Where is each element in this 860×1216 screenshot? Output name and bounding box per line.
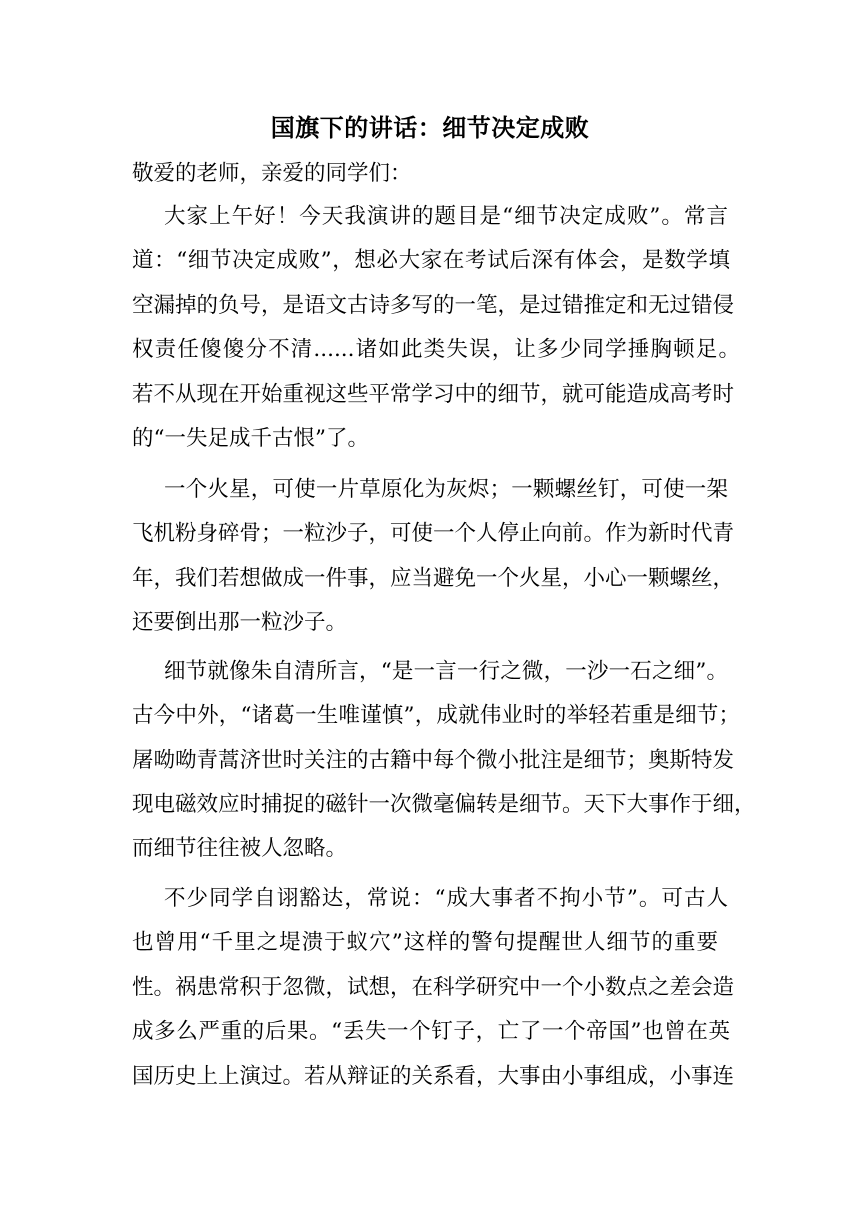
- salutation: 敬爱的老师，亲爱的同学们：: [132, 161, 412, 186]
- paragraph-2-line-1: 一个火星，可使一片草原化为灰烬；一颗螺丝钉，可使一架: [164, 477, 728, 502]
- paragraph-3-line-3: 屠呦呦青蒿济世时关注的古籍中每个微小批注是细节；奥斯特发: [132, 748, 735, 773]
- paragraph-4-line-4: 成多么严重的后果。“丢失一个钉子，亡了一个帝国”也曾在英: [132, 1019, 730, 1044]
- paragraph-1-line-6: 的“一失足成千古恨”了。: [132, 426, 369, 451]
- paragraph-4-line-1: 不少同学自诩豁达，常说：“成大事者不拘小节”。可古人: [164, 886, 728, 911]
- paragraph-1-line-1: 大家上午好！今天我演讲的题目是“细节决定成败”。常言: [164, 204, 728, 229]
- paragraph-4-line-5: 国历史上上演过。若从辩证的关系看，大事由小事组成，小事连: [132, 1064, 735, 1089]
- paragraph-4-line-2: 也曾用“千里之堤溃于蚁穴”这样的警句提醒世人细节的重要: [132, 930, 718, 955]
- paragraph-2-line-3: 年，我们若想做成一件事，应当避免一个火星，小心一颗螺丝，: [132, 566, 735, 591]
- paragraph-3-line-5: 而细节往往被人忽略。: [132, 836, 348, 861]
- paragraph-3-line-4: 现电磁效应时捕捉的磁针一次微毫偏转是细节。天下大事作于细，: [132, 792, 756, 817]
- paragraph-1-line-3: 空漏掉的负号，是语文古诗多写的一笔，是过错推定和无过错侵: [132, 293, 735, 318]
- paragraph-2-line-2: 飞机粉身碎骨；一粒沙子，可使一个人停止向前。作为新时代青: [132, 521, 735, 546]
- paragraph-3-line-1: 细节就像朱自清所言，“是一言一行之微，一沙一石之细”。: [164, 659, 728, 684]
- paragraph-3-line-2: 古今中外，“诸葛一生唯谨慎”，成就伟业时的举轻若重是细节；: [132, 703, 740, 728]
- document-title: 国旗下的讲话：细节决定成败: [270, 113, 590, 142]
- paragraph-1-line-2: 道：“细节决定成败”，想必大家在考试后深有体会，是数学填: [132, 248, 730, 273]
- paragraph-1-line-4: 权责任傻傻分不清......诸如此类失误，让多少同学捶胸顿足。: [132, 337, 740, 362]
- paragraph-1-line-5: 若不从现在开始重视这些平常学习中的细节，就可能造成高考时: [132, 382, 735, 407]
- paragraph-2-line-4: 还要倒出那一粒沙子。: [132, 610, 348, 635]
- paragraph-4-line-3: 性。祸患常积于忽微，试想，在科学研究中一个小数点之差会造: [132, 975, 735, 1000]
